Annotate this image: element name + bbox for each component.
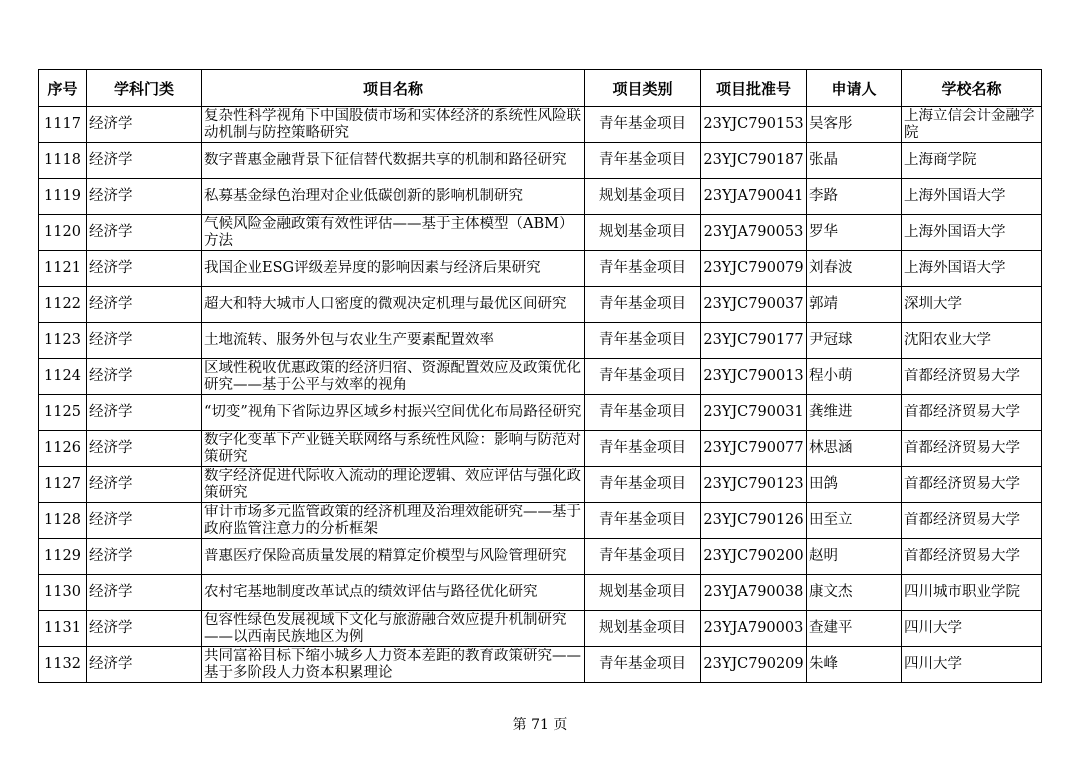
school-cell bbox=[902, 575, 1042, 611]
applicant-cell: 尹冠球 bbox=[807, 323, 902, 359]
school-cell-text: 首都经济贸易大学 bbox=[904, 368, 1020, 384]
row-number: 1128 bbox=[39, 503, 87, 539]
project-type-cell: 青年基金项目 bbox=[585, 503, 701, 539]
school-cell-text: 首都经济贸易大学 bbox=[904, 512, 1020, 528]
table-row bbox=[39, 539, 1042, 575]
approval-number-cell: 23YJA790003 bbox=[701, 611, 807, 647]
project-title-cell bbox=[202, 539, 585, 575]
header-project-type: 项目类别 bbox=[585, 70, 701, 107]
project-title-cell-text: 数字普惠金融背景下征信替代数据共享的机制和路径研究 bbox=[204, 152, 567, 168]
project-type-cell: 青年基金项目 bbox=[585, 107, 701, 143]
school-cell-text: 深圳大学 bbox=[904, 296, 962, 312]
discipline-cell: 经济学 bbox=[87, 143, 202, 179]
school-cell bbox=[902, 287, 1042, 323]
project-title-cell-text: 区域性税收优惠政策的经济归宿、资源配置效应及政策优化研究——基于公平与效率的视角 bbox=[204, 359, 581, 393]
project-title-cell-text: 数字化变革下产业链关联网络与系统性风险：影响与防范对策研究 bbox=[204, 431, 581, 465]
row-number: 1123 bbox=[39, 323, 87, 359]
project-title-cell-text: 包容性绿色发展视域下文化与旅游融合效应提升机制研究——以西南民族地区为例 bbox=[204, 611, 567, 645]
discipline-cell: 经济学 bbox=[87, 179, 202, 215]
table-row bbox=[39, 215, 1042, 251]
discipline-cell: 经济学 bbox=[87, 215, 202, 251]
row-number: 1119 bbox=[39, 179, 87, 215]
school-cell bbox=[902, 359, 1042, 395]
discipline-cell: 经济学 bbox=[87, 611, 202, 647]
approval-number-cell: 23YJC790200 bbox=[701, 539, 807, 575]
discipline-cell: 经济学 bbox=[87, 539, 202, 575]
row-number: 1126 bbox=[39, 431, 87, 467]
applicant-cell: 田至立 bbox=[807, 503, 902, 539]
school-cell bbox=[902, 143, 1042, 179]
approval-number-cell: 23YJA790053 bbox=[701, 215, 807, 251]
table-row bbox=[39, 431, 1042, 467]
school-cell bbox=[902, 611, 1042, 647]
table-row bbox=[39, 251, 1042, 287]
discipline-cell: 经济学 bbox=[87, 107, 202, 143]
table-row bbox=[39, 647, 1042, 683]
discipline-cell: 经济学 bbox=[87, 647, 202, 683]
applicant-cell: 张晶 bbox=[807, 143, 902, 179]
applicant-cell: 康文杰 bbox=[807, 575, 902, 611]
approval-number-cell: 23YJC790177 bbox=[701, 323, 807, 359]
table-row bbox=[39, 359, 1042, 395]
school-cell-text: 上海立信会计金融学院 bbox=[904, 107, 1035, 141]
row-number: 1117 bbox=[39, 107, 87, 143]
applicant-cell: 刘春波 bbox=[807, 251, 902, 287]
school-cell bbox=[902, 179, 1042, 215]
approval-number-cell: 23YJC790153 bbox=[701, 107, 807, 143]
school-cell-text: 四川城市职业学院 bbox=[904, 584, 1020, 600]
school-cell-text: 四川大学 bbox=[904, 620, 962, 636]
project-title-cell bbox=[202, 359, 585, 395]
header-discipline: 学科门类 bbox=[87, 70, 202, 107]
row-number: 1125 bbox=[39, 395, 87, 431]
school-cell-text: 四川大学 bbox=[904, 656, 962, 672]
approval-number-cell: 23YJC790037 bbox=[701, 287, 807, 323]
project-type-cell: 青年基金项目 bbox=[585, 395, 701, 431]
project-type-cell: 青年基金项目 bbox=[585, 287, 701, 323]
discipline-cell: 经济学 bbox=[87, 503, 202, 539]
project-title-cell-text: 我国企业ESG评级差异度的影响因素与经济后果研究 bbox=[204, 260, 541, 276]
project-type-cell: 规划基金项目 bbox=[585, 575, 701, 611]
table-row bbox=[39, 503, 1042, 539]
school-cell-text: 首都经济贸易大学 bbox=[904, 440, 1020, 456]
project-type-cell: 青年基金项目 bbox=[585, 431, 701, 467]
applicant-cell: 郭靖 bbox=[807, 287, 902, 323]
project-type-cell: 青年基金项目 bbox=[585, 143, 701, 179]
approval-number-cell: 23YJA790038 bbox=[701, 575, 807, 611]
header-no: 序号 bbox=[39, 70, 87, 107]
approval-number-cell: 23YJC790013 bbox=[701, 359, 807, 395]
row-number: 1121 bbox=[39, 251, 87, 287]
header-approval-number: 项目批准号 bbox=[701, 70, 807, 107]
project-title-cell bbox=[202, 107, 585, 143]
applicant-cell: 查建平 bbox=[807, 611, 902, 647]
row-number: 1127 bbox=[39, 467, 87, 503]
row-number: 1131 bbox=[39, 611, 87, 647]
school-cell-text: 首都经济贸易大学 bbox=[904, 548, 1020, 564]
project-title-cell bbox=[202, 647, 585, 683]
school-cell bbox=[902, 323, 1042, 359]
header-school: 学校名称 bbox=[902, 70, 1042, 107]
table-row bbox=[39, 323, 1042, 359]
project-type-cell: 青年基金项目 bbox=[585, 647, 701, 683]
project-title-cell bbox=[202, 215, 585, 251]
project-title-cell bbox=[202, 143, 585, 179]
project-title-cell bbox=[202, 431, 585, 467]
project-type-cell: 规划基金项目 bbox=[585, 215, 701, 251]
table-row bbox=[39, 107, 1042, 143]
row-number: 1124 bbox=[39, 359, 87, 395]
table-row bbox=[39, 143, 1042, 179]
approval-number-cell: 23YJC790187 bbox=[701, 143, 807, 179]
project-title-cell-text: 超大和特大城市人口密度的微观决定机理与最优区间研究 bbox=[204, 296, 567, 312]
project-title-cell bbox=[202, 611, 585, 647]
school-cell bbox=[902, 431, 1042, 467]
table-row bbox=[39, 179, 1042, 215]
table-row bbox=[39, 611, 1042, 647]
approval-number-cell: 23YJC790077 bbox=[701, 431, 807, 467]
approval-number-cell: 23YJC790123 bbox=[701, 467, 807, 503]
school-cell bbox=[902, 503, 1042, 539]
discipline-cell: 经济学 bbox=[87, 251, 202, 287]
table-row bbox=[39, 395, 1042, 431]
project-type-cell: 规划基金项目 bbox=[585, 179, 701, 215]
applicant-cell: 李路 bbox=[807, 179, 902, 215]
project-title-cell bbox=[202, 395, 585, 431]
approval-number-cell: 23YJA790041 bbox=[701, 179, 807, 215]
project-title-cell-text: 复杂性科学视角下中国股债市场和实体经济的系统性风险联动机制与防控策略研究 bbox=[204, 107, 581, 141]
school-cell-text: 沈阳农业大学 bbox=[904, 332, 991, 348]
applicant-cell: 罗华 bbox=[807, 215, 902, 251]
school-cell bbox=[902, 467, 1042, 503]
discipline-cell: 经济学 bbox=[87, 323, 202, 359]
table-row bbox=[39, 575, 1042, 611]
school-cell-text: 上海外国语大学 bbox=[904, 188, 1006, 204]
applicant-cell: 赵明 bbox=[807, 539, 902, 575]
project-title-cell-text: 私募基金绿色治理对企业低碳创新的影响机制研究 bbox=[204, 188, 523, 204]
row-number: 1122 bbox=[39, 287, 87, 323]
project-title-cell bbox=[202, 323, 585, 359]
row-number: 1130 bbox=[39, 575, 87, 611]
applicant-cell: 吴客彤 bbox=[807, 107, 902, 143]
school-cell bbox=[902, 251, 1042, 287]
project-title-cell bbox=[202, 467, 585, 503]
school-cell bbox=[902, 215, 1042, 251]
applicant-cell: 田鸽 bbox=[807, 467, 902, 503]
header-row bbox=[39, 70, 1042, 107]
page-number: 第 71 页 bbox=[512, 717, 568, 733]
discipline-cell: 经济学 bbox=[87, 359, 202, 395]
project-title-cell-text: 普惠医疗保险高质量发展的精算定价模型与风险管理研究 bbox=[204, 548, 567, 564]
school-cell bbox=[902, 539, 1042, 575]
project-title-cell-text: “切变”视角下省际边界区域乡村振兴空间优化布局路径研究 bbox=[204, 404, 582, 420]
discipline-cell: 经济学 bbox=[87, 287, 202, 323]
project-type-cell: 青年基金项目 bbox=[585, 251, 701, 287]
approval-number-cell: 23YJC790031 bbox=[701, 395, 807, 431]
school-cell bbox=[902, 395, 1042, 431]
header-project-title: 项目名称 bbox=[202, 70, 585, 107]
discipline-cell: 经济学 bbox=[87, 431, 202, 467]
project-title-cell-text: 土地流转、服务外包与农业生产要素配置效率 bbox=[204, 332, 494, 348]
project-type-cell: 青年基金项目 bbox=[585, 539, 701, 575]
table-row bbox=[39, 287, 1042, 323]
school-cell bbox=[902, 107, 1042, 143]
project-table bbox=[38, 69, 1042, 683]
school-cell-text: 首都经济贸易大学 bbox=[904, 404, 1020, 420]
project-title-cell-text: 数字经济促进代际收入流动的理论逻辑、效应评估与强化政策研究 bbox=[204, 467, 581, 501]
school-cell bbox=[902, 647, 1042, 683]
project-title-cell bbox=[202, 503, 585, 539]
row-number: 1120 bbox=[39, 215, 87, 251]
applicant-cell: 林思涵 bbox=[807, 431, 902, 467]
school-cell-text: 上海外国语大学 bbox=[904, 260, 1006, 276]
project-title-cell-text: 气候风险金融政策有效性评估——基于主体模型（ABM）方法 bbox=[204, 215, 574, 249]
project-title-cell-text: 共同富裕目标下缩小城乡人力资本差距的教育政策研究——基于多阶段人力资本积累理论 bbox=[204, 647, 581, 681]
discipline-cell: 经济学 bbox=[87, 575, 202, 611]
applicant-cell: 朱峰 bbox=[807, 647, 902, 683]
table-row bbox=[39, 467, 1042, 503]
school-cell-text: 上海外国语大学 bbox=[904, 224, 1006, 240]
approval-number-cell: 23YJC790079 bbox=[701, 251, 807, 287]
project-title-cell bbox=[202, 575, 585, 611]
school-cell-text: 上海商学院 bbox=[904, 152, 977, 168]
header-applicant: 申请人 bbox=[807, 70, 902, 107]
project-title-cell bbox=[202, 179, 585, 215]
row-number: 1129 bbox=[39, 539, 87, 575]
project-type-cell: 青年基金项目 bbox=[585, 467, 701, 503]
project-title-cell bbox=[202, 251, 585, 287]
approval-number-cell: 23YJC790126 bbox=[701, 503, 807, 539]
project-title-cell-text: 农村宅基地制度改革试点的绩效评估与路径优化研究 bbox=[204, 584, 538, 600]
applicant-cell: 龚维进 bbox=[807, 395, 902, 431]
project-type-cell: 青年基金项目 bbox=[585, 359, 701, 395]
approval-number-cell: 23YJC790209 bbox=[701, 647, 807, 683]
project-title-cell bbox=[202, 287, 585, 323]
row-number: 1132 bbox=[39, 647, 87, 683]
row-number: 1118 bbox=[39, 143, 87, 179]
project-type-cell: 规划基金项目 bbox=[585, 611, 701, 647]
school-cell-text: 首都经济贸易大学 bbox=[904, 476, 1020, 492]
applicant-cell: 程小萌 bbox=[807, 359, 902, 395]
discipline-cell: 经济学 bbox=[87, 395, 202, 431]
discipline-cell: 经济学 bbox=[87, 467, 202, 503]
project-type-cell: 青年基金项目 bbox=[585, 323, 701, 359]
project-title-cell-text: 审计市场多元监管政策的经济机理及治理效能研究——基于政府监管注意力的分析框架 bbox=[204, 503, 581, 537]
